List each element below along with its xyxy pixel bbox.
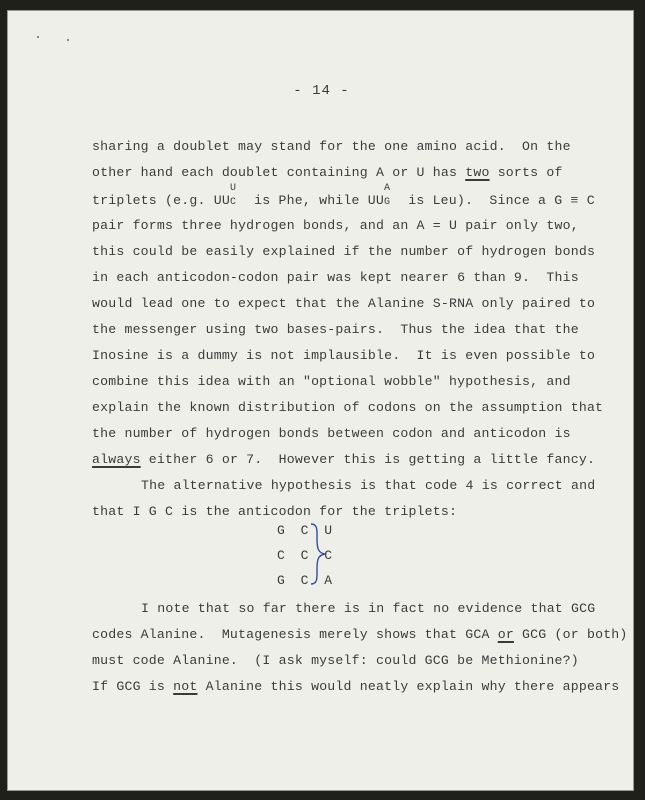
text-line: this could be easily explained if the number of hydrogen bonds [92,244,596,259]
text-line: codes Alanine. Mutagenesis merely shows that GCA or GCG (or both) [92,627,628,642]
underlined-word: two [465,165,490,180]
page-number: - 14 - [293,83,350,99]
codon-triplet: C C C [277,548,337,563]
codon-triplet: G C U [277,523,337,538]
codon-triplet: G C A [277,573,337,588]
underlined-word: or [497,627,514,642]
text-line: explain the known distribution of codons on the assumption that [92,400,604,415]
codon-variant-fraction: A G [384,183,391,208]
text-line: sharing a doublet may stand for the one amino acid. On the [92,139,571,154]
underlined-word: always [92,452,141,467]
text-line: in each anticodon-codon pair was kept nearer 6 than 9. This [92,270,579,285]
text-line: combine this idea with an "optional wobble" hypothesis, and [92,374,571,389]
text-line: If GCG is not Alanine this would neatly explain why there appears [92,679,620,694]
text-line: that I G C is the anticodon for the triplets: [92,504,458,519]
document-page [7,10,634,791]
text-line: must code Alanine. (I ask myself: could GCG be Methionine?) [92,653,579,668]
text-line: the messenger using two bases-pairs. Thus the idea that the [92,322,579,337]
text-line: pair forms three hydrogen bonds, and an A = U pair only two, [92,218,579,233]
text-line: Inosine is a dummy is not implausible. It is even possible to [92,348,596,363]
text-line: I note that so far there is in fact no evidence that GCG [141,601,596,616]
codon-variant-fraction: U C [229,183,237,208]
text-line: other hand each doublet containing A or U has two sorts of [92,165,563,180]
handwritten-brace [309,523,329,585]
underlined-word: not [173,679,198,694]
paper-speck [37,36,39,38]
text-line: The alternative hypothesis is that code 4 is correct and [141,478,596,493]
text-line: always either 6 or 7. However this is getting a little fancy. [92,452,596,467]
text-line: would lead one to expect that the Alanine S-RNA only paired to [92,296,596,311]
text-line: triplets (e.g. UU U C is Phe, while UU A G is Leu). Since a G ≡ C [92,183,595,209]
paper-speck [67,39,69,41]
text-line: the number of hydrogen bonds between codon and anticodon is [92,426,571,441]
